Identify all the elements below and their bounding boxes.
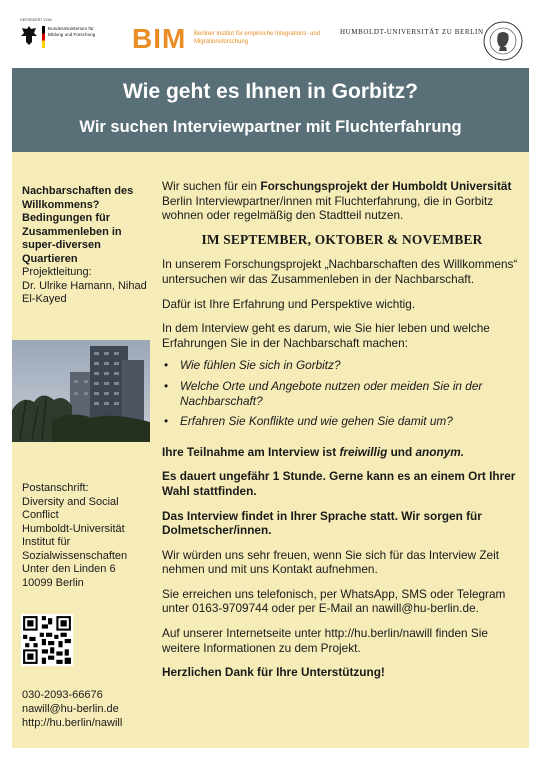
project-paragraph: In unserem Forschungsprojekt „Nachbarschaften des Willkommens“ untersuchen wir das Zusammenleben in der Nachbarschaft. [162, 257, 518, 286]
address-line: 10099 Berlin [22, 576, 84, 589]
question-list [162, 358, 522, 428]
project-lead-label: Projektleitung: [22, 266, 92, 278]
page-subtitle: Wir suchen Interviewpartner mit Fluchterfahrung [79, 118, 462, 136]
main-text [162, 179, 522, 690]
bmbf-logo [14, 18, 104, 58]
participation-note [162, 445, 522, 460]
postal-address [22, 482, 150, 590]
contact-email[interactable]: nawill@hu-berlin.de [22, 703, 119, 715]
interview-paragraph: In dem Interview geht es darum, wie Sie hier leben und welche Erfahrungen Sie in der Nachbarschaft machen: [162, 321, 490, 350]
address-line: Diversity and Social Conflict [22, 495, 119, 521]
bmbf-name: Bundesministerium für Bildung und Forschung [48, 26, 96, 37]
duration-note: Es dauert ungefähr 1 Stunde. Gerne kann es an einem Ort Ihrer Wahl stattfinden. [162, 469, 516, 498]
list-item: • Wie fühlen Sie sich in Gorbitz? [162, 358, 522, 373]
title-band [12, 68, 529, 152]
website-note: Auf unserer Internetseite unter http://hu.berlin/nawill finden Sie weitere Informationen zu dem Projekt. [162, 626, 488, 655]
bim-mark: BIM [132, 23, 187, 54]
address-line: Institut für Sozialwissenschaften [22, 536, 128, 562]
intro-text: Berlin Interviewpartner/innen mit Fluchterfahrung, die in Gorbitz wohnen oder regelmäßig den Stadtteil nutzen. [162, 193, 494, 223]
german-flag-icon [42, 26, 45, 48]
participation-voluntary: freiwillig [339, 444, 388, 459]
thanks: Herzlichen Dank für Ihre Unterstützung! [162, 665, 385, 680]
contact-info [22, 688, 150, 730]
hu-seal-icon [482, 20, 524, 62]
project-topic: Nachbarschaften des Willkommens? Bedingungen für Zusammenleben in super-diversen Quartieren [22, 185, 134, 265]
hu-name: HUMBOLDT-UNIVERSITÄT ZU BERLIN [340, 28, 484, 36]
logo-bar [0, 0, 541, 68]
interview-months: IM SEPTEMBER, OKTOBER & NOVEMBER [201, 231, 483, 247]
address-line: Humboldt-Universität [22, 522, 125, 535]
language-note: Das Interview findet in Ihrer Sprache statt. Wir sorgen für Dolmetscher/innen. [162, 508, 482, 538]
page-title: Wie geht es Ihnen in Gorbitz? [123, 80, 418, 103]
list-item: • Welche Orte und Angebote nutzen oder meiden Sie in der Nachbarschaft? [162, 379, 522, 408]
participation-text: Ihre Teilnahme am Interview ist [162, 444, 340, 459]
participation-anonymous: anonym. [415, 444, 465, 459]
project-info [22, 185, 150, 307]
contact-channels: Sie erreichen uns telefonisch, per WhatsApp, SMS oder Telegram unter 0163-9709744 oder per E-Mail an nawill@hu-berlin.de. [162, 586, 506, 616]
contact-web[interactable]: http://hu.berlin/nawill [22, 717, 123, 729]
intro-emphasis: Forschungsprojekt der Humboldt Universität [260, 179, 512, 193]
federal-eagle-icon [20, 24, 38, 46]
intro-paragraph [162, 179, 522, 223]
qr-code-icon[interactable] [21, 614, 73, 666]
project-lead-names: Dr. Ulrike Hamann, Nihad El-Kayed [22, 279, 147, 305]
contact-phone[interactable]: 030-2093-66676 [22, 689, 103, 701]
address-line: Unter den Linden 6 [22, 563, 116, 575]
contact-request: Wir würden uns sehr freuen, wenn Sie sich für das Interview Zeit nehmen und mit uns Kontakt aufnehmen. [162, 547, 500, 577]
participation-text: und [387, 444, 416, 459]
gorbitz-photo [12, 340, 150, 442]
intro-text: Wir suchen für ein [162, 179, 261, 193]
list-item: • Erfahren Sie Konflikte und wie gehen Sie damit um? [162, 414, 522, 429]
bim-name: Berliner Institut für empirische Integrations- und Migrationsforschung [194, 31, 321, 45]
perspective-paragraph: Dafür ist Ihre Erfahrung und Perspektive wichtig. [162, 296, 416, 311]
address-label: Postanschrift: [22, 482, 89, 494]
bmbf-sponsored-label: GEFÖRDERT VOM [20, 18, 52, 22]
